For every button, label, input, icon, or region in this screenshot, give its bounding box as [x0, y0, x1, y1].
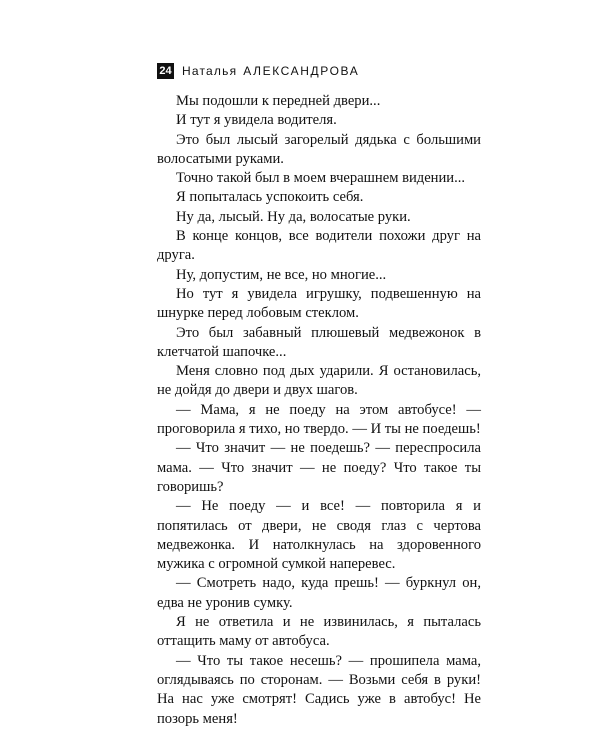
paragraph: — Смотреть надо, куда прешь! — буркнул он, едва не уронив сумку. — [157, 575, 481, 611]
paragraph: — Мама, я не поеду на этом автобусе! — проговорила я тихо, но твердо. — И ты не поедешь! — [157, 401, 481, 438]
paragraph: Меня словно под дых ударили. Я остановилась, не дойдя до двери и двух шагов. — [157, 363, 481, 399]
author-first-name: Наталья — [182, 64, 238, 78]
paragraph: Ну да, лысый. Ну да, волосатые руки. — [176, 208, 411, 225]
paragraph: Но тут я увидела игрушку, подвешенную на шнурке перед лобовым стеклом. — [157, 285, 481, 322]
paragraph: В конце концов, все водители похожи друг на друга. — [157, 228, 481, 264]
paragraph: И тут я увидела водителя. — [176, 112, 337, 129]
paragraph: Я не ответила и не извинилась, я пыталась оттащить маму от автобуса. — [157, 614, 481, 650]
author-last-name: АЛЕКСАНДРОВА — [243, 64, 360, 78]
paragraph: — Что ты такое несешь? — прошипела мама, оглядываясь по сторонам. — Возьми себя в руки! На нас уже смотрят! Садись уже в автобус! Не позорь меня! — [157, 652, 481, 727]
text-body — [157, 92, 481, 729]
page-number: 24 — [157, 63, 174, 79]
paragraph: Это был забавный плюшевый медвежонок в клетчатой шапочке... — [157, 324, 481, 360]
paragraph: Ну, допустим, не все, но многие... — [176, 266, 387, 283]
paragraph: Я попыталась успокоить себя. — [176, 189, 364, 206]
paragraph: Мы подошли к передней двери... — [176, 93, 381, 109]
running-head — [157, 62, 359, 80]
paragraph: — Не поеду — и все! — повторила я и попятилась от двери, не сводя глаз с чертова медвежонка. И натолкнулась на здоровенного мужика с огромной сумкой наперевес. — [157, 498, 481, 573]
paragraph: Это был лысый загорелый дядька с большими волосатыми руками. — [157, 131, 481, 167]
paragraph: — Что значит — не поедешь? — переспросила мама. — Что значит — не поеду? Что такое ты говоришь? — [157, 440, 481, 495]
paragraph: Точно такой был в моем вчерашнем видении... — [176, 170, 466, 187]
